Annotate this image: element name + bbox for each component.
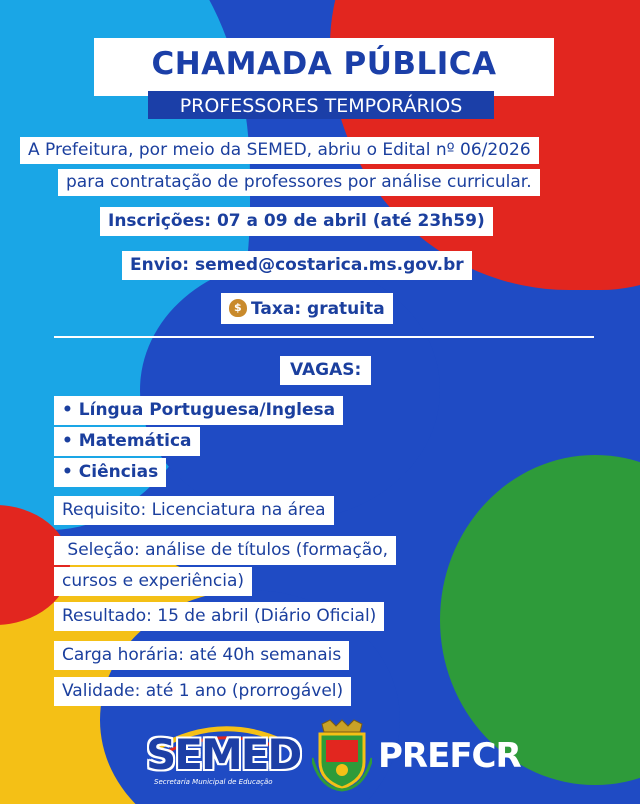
intro-line-2: para contratação de professores por análise curricular.: [58, 169, 540, 196]
divider: [54, 336, 594, 338]
selecao-line-2: cursos e experiência): [54, 567, 252, 596]
logos-footer: [140, 716, 521, 796]
inscricoes-text: Inscrições: 07 a 09 de abril (até 23h59): [100, 207, 493, 236]
municipal-crest-icon: [312, 718, 372, 792]
vaga-item-matematica: • Matemática: [54, 427, 200, 456]
prefcr-logo: PREFCR: [378, 736, 521, 776]
resultado-text: Resultado: 15 de abril (Diário Oficial): [54, 602, 384, 631]
requisito-text: Requisito: Licenciatura na área: [54, 496, 334, 525]
intro-line-1: A Prefeitura, por meio da SEMED, abriu o Edital nº 06/2026: [20, 137, 539, 164]
selecao-line-1: Seleção: análise de títulos (formação,: [54, 536, 396, 565]
semed-logo-subtitle: Secretaria Municipal de Educação: [154, 778, 273, 786]
taxa-text: Taxa: gratuita: [251, 299, 385, 319]
envio-text: Envio: semed@costarica.ms.gov.br: [122, 251, 472, 280]
vaga-item-ciencias: • Ciências: [54, 458, 166, 487]
page-title: CHAMADA PÚBLICA: [151, 46, 497, 82]
validade-text: Validade: até 1 ano (prorrogável): [54, 677, 351, 706]
vagas-heading: VAGAS:: [280, 356, 371, 385]
money-bag-icon: $: [229, 299, 247, 317]
semed-logo: [140, 716, 308, 796]
title-box: [94, 38, 554, 96]
page-subtitle: PROFESSORES TEMPORÁRIOS: [179, 95, 463, 117]
subtitle-box: [148, 91, 494, 119]
semed-logo-text: SEMED: [146, 730, 301, 779]
carga-text: Carga horária: até 40h semanais: [54, 641, 349, 670]
taxa-pill: [221, 293, 393, 324]
vaga-item-portugues: • Língua Portuguesa/Inglesa: [54, 396, 343, 425]
